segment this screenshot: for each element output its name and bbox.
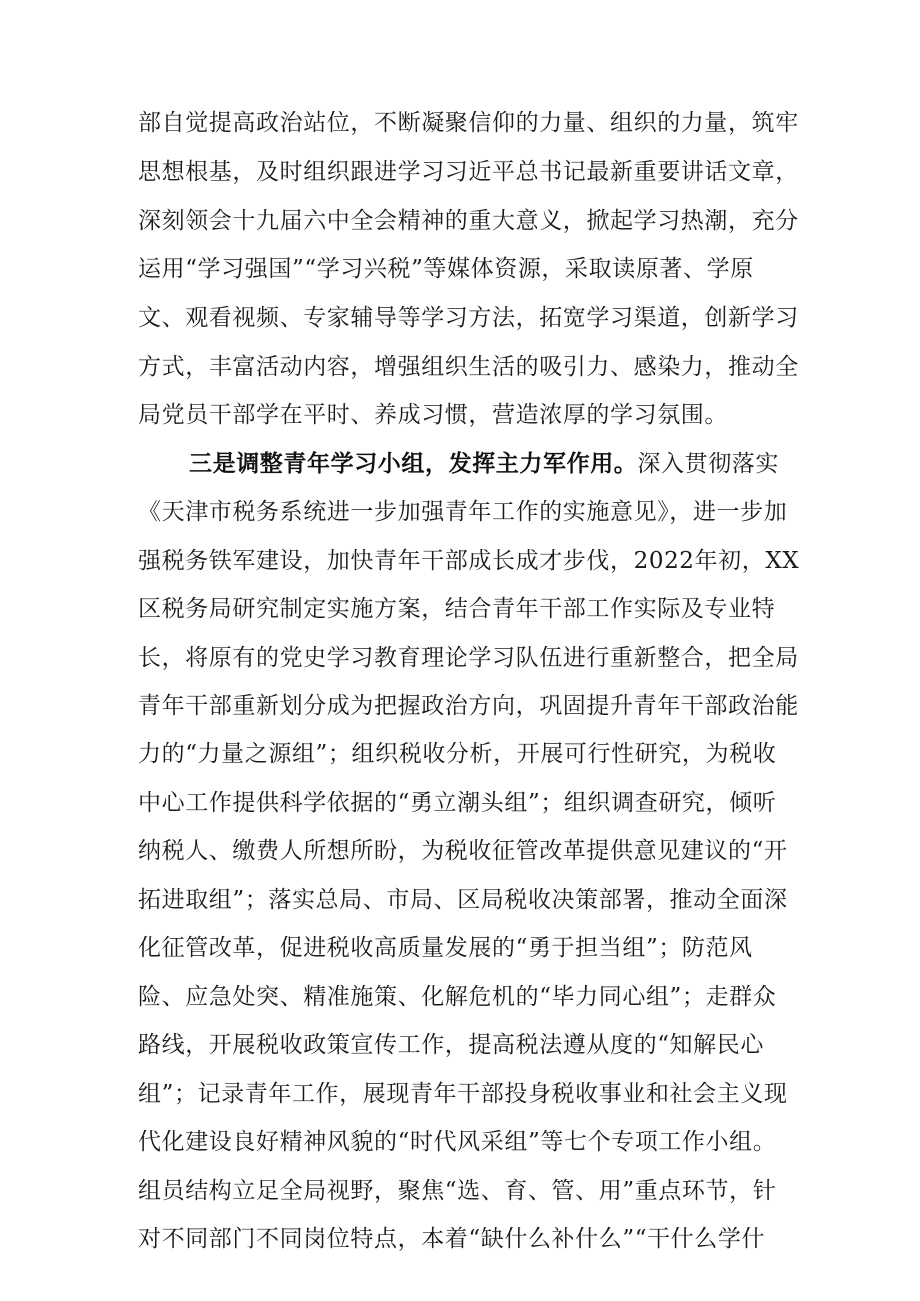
section-heading: 三是调整青年学习小组，发挥主力军作用。 (189, 451, 638, 477)
text-line: 强税务铁军建设，加快青年干部成长成才步伐，2022年初，XX (138, 548, 800, 574)
text-line: 组”；记录青年工作，展现青年干部投身税收事业和社会主义现 (138, 1081, 788, 1107)
text-line: 《天津市税务系统进一步加强青年工作的实施意见》，进一步加 (138, 499, 788, 525)
text-line: 组员结构立足全局视野，聚焦“选、育、管、用”重点环节，针 (138, 1178, 777, 1204)
text-line: 纳税人、缴费人所想所盼，为税收征管改革提供意见建议的“开 (138, 838, 788, 864)
paragraph-first-line (189, 444, 779, 484)
text-line: 局党员干部学在平时、养成习惯，营造浓厚的学习氛围。 (138, 402, 728, 428)
text-line: 代化建设良好精神风貌的“时代风采组”等七个专项工作小组。 (138, 1129, 777, 1155)
text-line: 方式，丰富活动内容，增强组织生活的吸引力、感染力，推动全 (138, 354, 799, 380)
text-line: 对不同部门不同岗位特点，本着“缺什么补什么”“干什么学什 (138, 1226, 766, 1252)
text-line: 险、应急处突、精准施策、化解危机的“毕力同心组”；走群众 (138, 984, 777, 1010)
text-line: 化征管改革，促进税收高质量发展的“勇于担当组”；防范风 (138, 935, 753, 961)
text-line: 力的“力量之源组”；组织税收分析，开展可行性研究，为税收 (138, 741, 777, 767)
text-line: 运用“学习强国”“学习兴税”等媒体资源，采取读原著、学原 (138, 256, 754, 282)
text-line: 路线，开展税收政策宣传工作，提高税法遵从度的“知解民心 (138, 1032, 764, 1058)
text-line: 区税务局研究制定实施方案，结合青年干部工作实际及专业特 (138, 596, 776, 622)
text-line: 青年干部重新划分成为把握政治方向，巩固提升青年干部政治能 (138, 693, 799, 719)
text-line: 文、观看视频、专家辅导等学习方法，拓宽学习渠道，创新学习 (138, 305, 799, 331)
text-span: 深入贯彻落实 (637, 451, 780, 477)
text-line: 部自觉提高政治站位，不断凝聚信仰的力量、组织的力量，筑牢 (138, 110, 799, 136)
text-line: 中心工作提供科学依据的“勇立潮头组”；组织调查研究，倾听 (138, 790, 777, 816)
text-line: 深刻领会十九届六中全会精神的重大意义，掀起学习热潮，充分 (138, 208, 799, 234)
text-line: 思想根基，及时组织跟进学习习近平总书记最新重要讲话文章， (138, 159, 799, 185)
text-line: 长，将原有的党史学习教育理论学习队伍进行重新整合，把全局 (138, 645, 799, 671)
text-line: 拓进取组”；落实总局、市局、区局税收决策部署，推动全面深 (138, 887, 788, 913)
